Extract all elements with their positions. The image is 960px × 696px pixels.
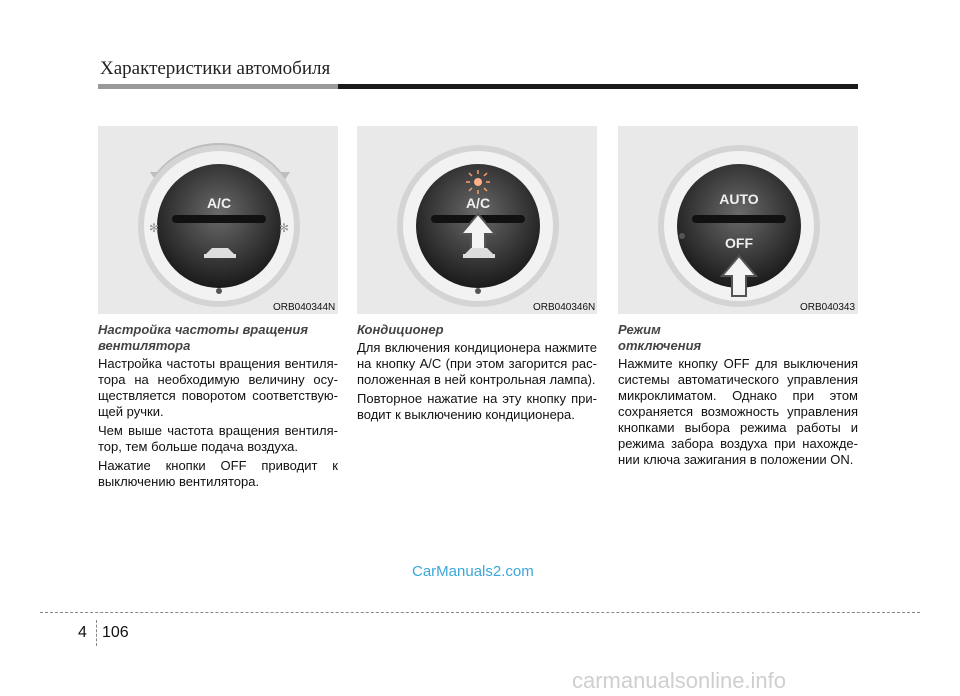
figure-fan-knob	[98, 126, 338, 314]
column-off-mode	[618, 322, 858, 471]
footer-divider	[96, 620, 97, 646]
page-number: 106	[102, 624, 129, 641]
header-rule-accent	[98, 84, 338, 89]
figure-code: ORB040343	[800, 302, 856, 313]
chapter-number: 4	[78, 624, 87, 641]
heading-line: отключения	[618, 338, 702, 353]
knob-indicator-dot	[216, 288, 222, 294]
knob-divider	[692, 215, 786, 223]
off-button-label[interactable]: OFF	[725, 235, 753, 251]
figure-off-button	[618, 126, 858, 314]
paragraph: Настройка частоты вращения вентиля-тора на необходимую величину осу-ществляется поворотом соответствую-щей ручки.	[98, 356, 338, 419]
figure-code: ORB040346N	[533, 302, 596, 313]
fan-knob[interactable]	[157, 164, 281, 288]
section-heading	[357, 322, 597, 338]
section-heading	[618, 322, 858, 354]
heading-line: Кондиционер	[357, 322, 444, 337]
heading-line: Режим	[618, 322, 661, 337]
section-heading	[98, 322, 338, 354]
bottom-watermark: carmanualsonline.info	[572, 668, 787, 693]
paragraph: Чем выше частота вращения вентиля-тор, тем больше подача воздуха.	[98, 423, 338, 454]
column-fan-speed	[98, 322, 338, 493]
auto-button-label[interactable]: AUTO	[719, 191, 759, 207]
knob-divider	[172, 215, 266, 223]
knob-indicator-dot	[679, 233, 685, 239]
heading-line: вентилятора	[98, 338, 191, 353]
paragraph: Нажатие кнопки OFF приводит к выключению вентилятора.	[98, 458, 338, 489]
heading-line: Настройка частоты вращения	[98, 322, 308, 337]
footer-rule	[40, 612, 920, 613]
ac-button-label[interactable]: A/C	[206, 195, 232, 211]
page-header-title: Характеристики автомобиля	[100, 58, 331, 79]
knob-indicator-dot	[475, 288, 481, 294]
figure-ac-button	[357, 126, 597, 314]
paragraph: Нажмите кнопку OFF для выключения системы автоматического управления микроклиматом. Однако при этом сохраняется возможность управления кнопками выбора режима работы и режима забора воздуха при нахожде-нии ключа зажигания в положении ON.	[618, 356, 858, 467]
ac-indicator-lamp-icon	[466, 170, 490, 194]
fan-high-icon: ✻	[278, 221, 290, 235]
ac-button-label[interactable]: A/C	[465, 195, 491, 211]
paragraph: Для включения кондиционера нажмите на кнопку A/C (при этом загорится рас-положенная в ней контрольная лампа).	[357, 340, 597, 387]
column-air-conditioner	[357, 322, 597, 426]
site-watermark-link[interactable]: CarManuals2.com	[412, 563, 534, 580]
figure-code: ORB040344N	[273, 302, 336, 313]
fan-low-icon: ✻	[148, 221, 160, 235]
paragraph: Повторное нажатие на эту кнопку при-водит к выключению кондиционера.	[357, 391, 597, 422]
